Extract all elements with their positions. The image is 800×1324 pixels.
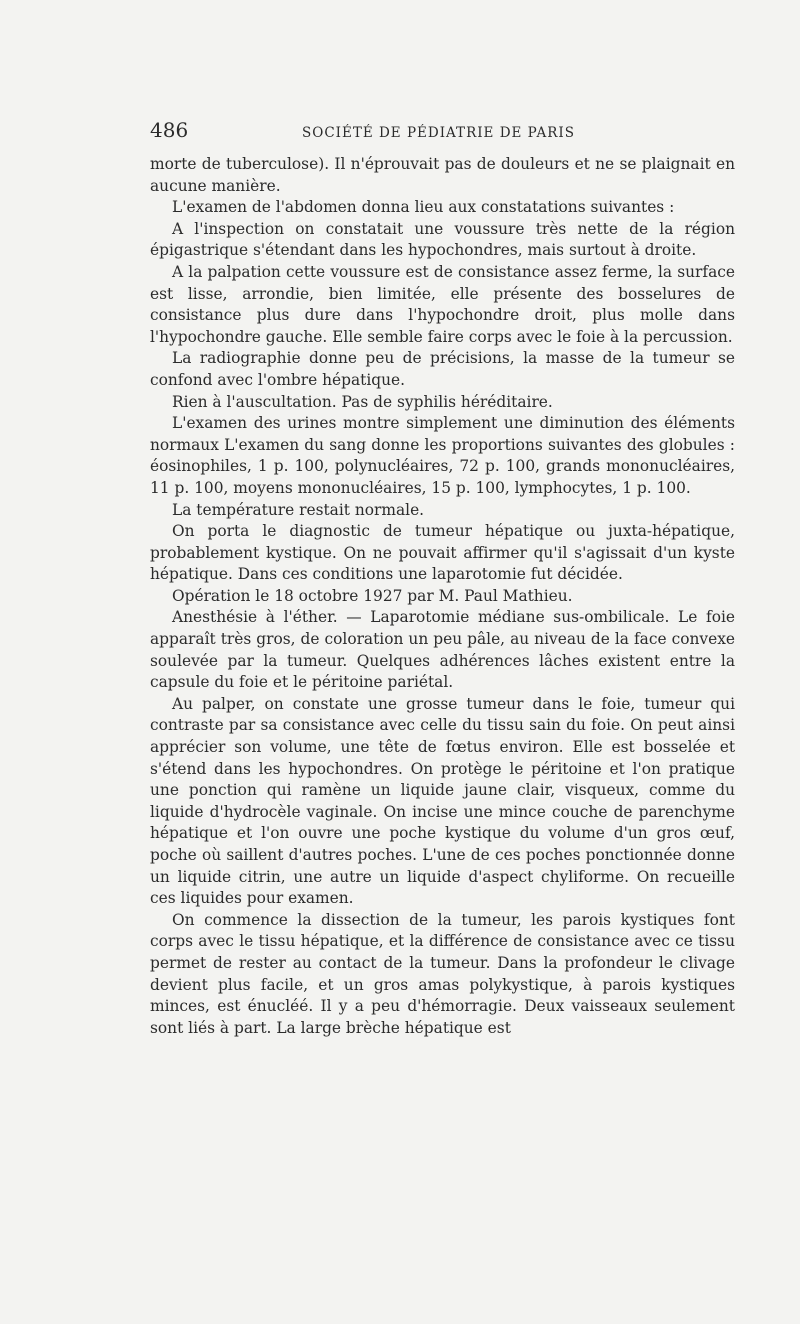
paragraph: A la palpation cette voussure est de consistance assez ferme, la surface est lisse, arrondie, bien limitée, elle présente des bosselures de consistance plus dure dans l'hypochondre droit, plus molle dans l'hypochondre gauche. Elle semble faire corps avec le foie à la percussion. xyxy=(150,262,735,346)
paragraph: A l'inspection on constatait une voussure très nette de la région épigastrique s'étendant dans les hypochondres, mais surtout à droite. xyxy=(150,219,735,260)
paragraph: On commence la dissection de la tumeur, les parois kystiques font corps avec le tissu hépatique, et la différence de consistance avec ce tissu permet de rester au contact de la tumeur. Dans la profondeur le clivage devient plus facile, et un gros amas polykystique, à parois kystiques minces, est énucléé. Il y a peu d'hémorragie. Deux vaisseaux seulement sont liés à part. La large brèche hépatique est xyxy=(150,910,735,1037)
body-text xyxy=(150,154,735,1039)
paragraph: Au palper, on constate une grosse tumeur dans le foie, tumeur qui contraste par sa consistance avec celle du tissu sain du foie. On peut ainsi apprécier son volume, une tête de fœtus environ. Elle est bosselée et s'étend dans les hypochondres. On protège le péritoine et l'on pratique une ponction qui ramène un liquide jaune clair, visqueux, comme du liquide d'hydrocèle vaginale. On incise une mince couche de parenchyme hépatique et l'on ouvre une poche kystique du volume d'un gros œuf, poche où saillent d'autres poches. L'une de ces poches ponctionnée donne un liquide citrin, une autre un liquide d'aspect chyliforme. On recueille ces liquides pour examen. xyxy=(150,694,735,908)
paragraph: La température restait normale. xyxy=(172,500,425,519)
paragraph: morte de tuberculose). Il n'éprouvait pas de douleurs et ne se plaignait en aucune manière. xyxy=(150,155,735,195)
running-title: SOCIÉTÉ DE PÉDIATRIE DE PARIS xyxy=(302,125,576,141)
page-header xyxy=(150,118,735,146)
page-number: 486 xyxy=(150,118,189,142)
paragraph: L'examen des urines montre simplement une diminution des éléments normaux L'examen du sang donne les proportions suivantes des globules : éosinophiles, 1 p. 100, polynucléaires, 72 p. 100, grands mononucléaires, 11 p. 100, moyens mononucléaires, 15 p. 100, lymphocytes, 1 p. 100. xyxy=(150,414,735,497)
paragraph: Rien à l'auscultation. Pas de syphilis héréditaire. xyxy=(172,392,553,411)
paragraph: L'examen de l'abdomen donna lieu aux constatations suivantes : xyxy=(172,198,675,217)
book-page xyxy=(150,118,735,1039)
paragraph: Opération le 18 octobre 1927 par M. Paul Mathieu. xyxy=(172,586,573,605)
paragraph: On porta le diagnostic de tumeur hépatique ou juxta-hépatique, probablement kystique. On ne pouvait affirmer qu'il s'agissait d'un kyste hépatique. Dans ces conditions une laparotomie fut décidée. xyxy=(150,522,735,584)
paragraph: Anesthésie à l'éther. — Laparotomie médiane sus-ombilicale. Le foie apparaît très gros, de coloration un peu pâle, au niveau de la face convexe soulevée par la tumeur. Quelques adhérences lâches existent entre la capsule du foie et le péritoine pariétal. xyxy=(150,608,735,692)
paragraph: La radiographie donne peu de précisions, la masse de la tumeur se confond avec l'ombre hépatique. xyxy=(150,349,735,389)
